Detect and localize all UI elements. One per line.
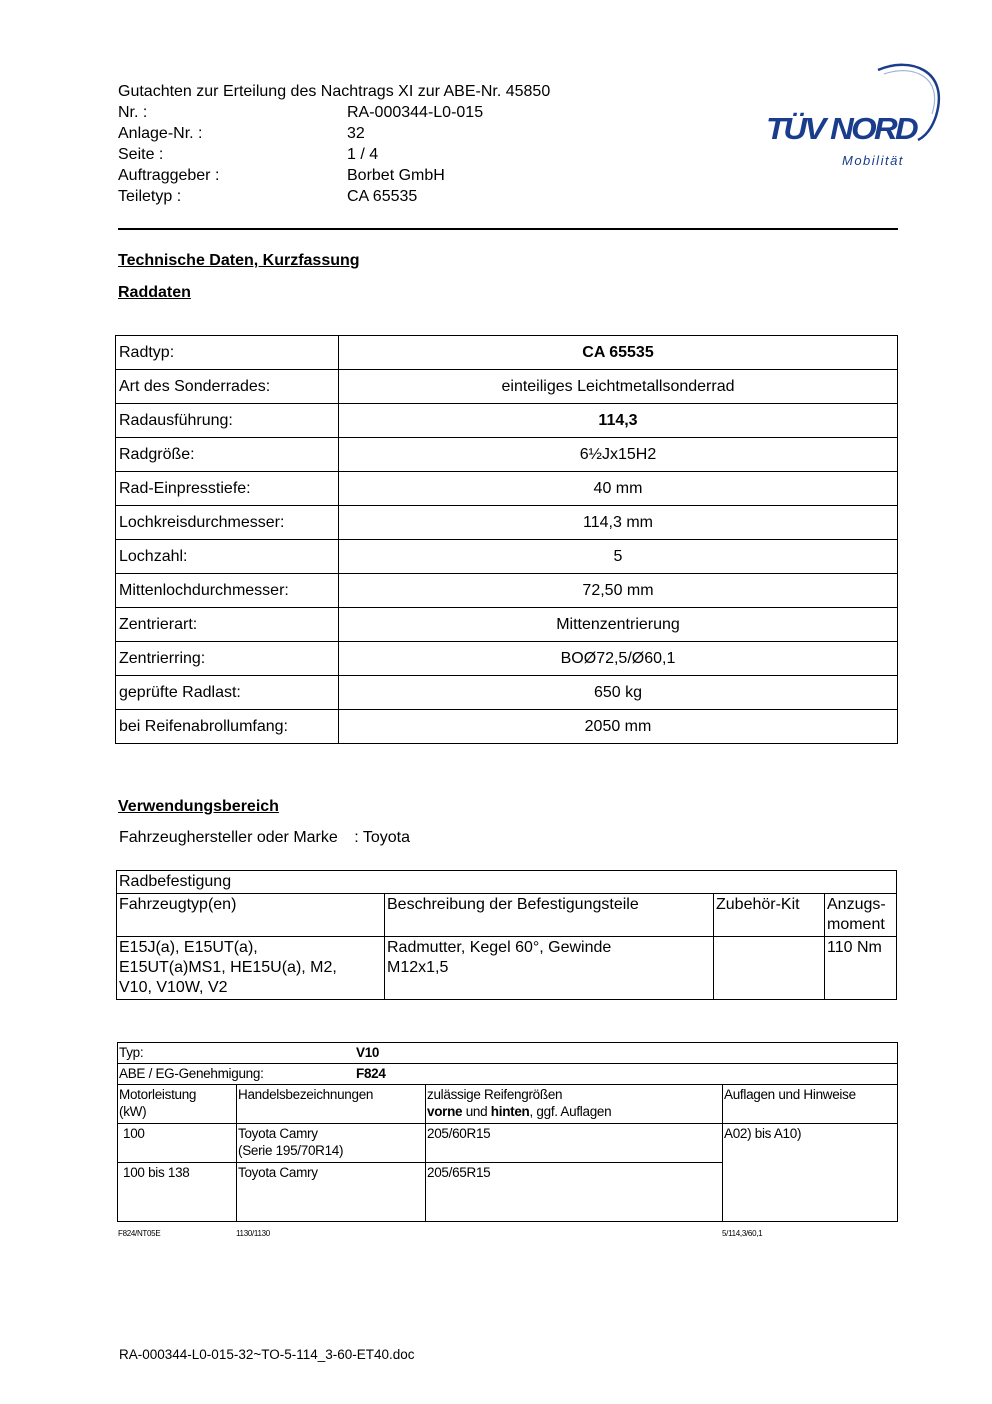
abe-value: F824	[356, 1066, 386, 1081]
hersteller-value: Toyota	[362, 829, 410, 846]
reifen-cell: 205/65R15	[426, 1163, 723, 1222]
table-row	[118, 1124, 898, 1163]
raddaten-value: CA 65535	[339, 336, 898, 370]
raddaten-label: Mittenlochdurchmesser:	[116, 574, 339, 608]
table-row	[116, 540, 898, 574]
raddaten-label: Zentrierart:	[116, 608, 339, 642]
hersteller-separator: :	[354, 829, 359, 846]
logo-wordmark: TÜV NORD	[766, 111, 919, 146]
reifen-rest: , ggf. Auflagen	[529, 1104, 612, 1119]
typ-line	[119, 1044, 896, 1062]
raddaten-label: bei Reifenabrollumfang:	[116, 710, 339, 744]
raddaten-value: 650 kg	[339, 676, 898, 710]
header-key: Seite :	[118, 146, 164, 163]
raddaten-value: 40 mm	[339, 472, 898, 506]
header-value: 32	[347, 125, 365, 142]
reifen-und: und	[462, 1104, 491, 1119]
column-header: Beschreibung der Befestigungsteile	[385, 894, 714, 937]
radbefestigung-table	[116, 870, 897, 1000]
kw-cell: 100	[118, 1124, 237, 1163]
anzugsmoment-cell: 110 Nm	[825, 937, 897, 1000]
kw-cell: 100 bis 138	[118, 1163, 237, 1222]
column-header: Fahrzeugtyp(en)	[117, 894, 385, 937]
header-key: Auftraggeber :	[118, 167, 220, 184]
raddaten-value: einteiliges Leichtmetallsonderrad	[339, 370, 898, 404]
table-row	[116, 710, 898, 744]
table-row	[117, 937, 897, 1000]
reifen-vorne: vorne	[427, 1104, 463, 1119]
table-header-row	[118, 1085, 898, 1124]
raddaten-table	[115, 335, 898, 744]
hersteller-line	[119, 829, 410, 847]
auflagen-cell: A02) bis A10)	[723, 1124, 898, 1222]
fahrzeugtypen-cell	[117, 937, 385, 1000]
cell-line: (Serie 195/70R14)	[238, 1143, 344, 1158]
header-row-teiletyp	[118, 186, 550, 207]
table-row	[117, 871, 897, 894]
table-row	[118, 1043, 898, 1064]
cell-line: Radmutter, Kegel 60°, Gewinde	[387, 939, 612, 956]
table-row	[116, 676, 898, 710]
column-header-reifen	[426, 1085, 723, 1124]
raddaten-value: 114,3 mm	[339, 506, 898, 540]
column-header: Zubehör-Kit	[714, 894, 825, 937]
raddaten-label: geprüfte Radlast:	[116, 676, 339, 710]
table-row	[116, 506, 898, 540]
raddaten-value: Mittenzentrierung	[339, 608, 898, 642]
typ-label: Typ:	[119, 1045, 144, 1060]
footnote-right: 5/114,3/60,1	[722, 1229, 763, 1238]
header-row-auftraggeber	[118, 165, 550, 186]
table-row	[116, 608, 898, 642]
logo-subtitle: Mobilität	[842, 153, 904, 168]
header-key: Anlage-Nr. :	[118, 125, 203, 142]
column-header-line: zulässige Reifengrößen	[427, 1087, 563, 1102]
abe-cell	[118, 1064, 898, 1085]
raddaten-label: Art des Sonderrades:	[116, 370, 339, 404]
cell-line: E15J(a), E15UT(a),	[119, 939, 258, 956]
typ-table	[117, 1042, 898, 1222]
reifen-cell: 205/60R15	[426, 1124, 723, 1163]
column-header-motor	[118, 1085, 237, 1124]
raddaten-value: BOØ72,5/Ø60,1	[339, 642, 898, 676]
abe-label: ABE / EG-Genehmigung:	[119, 1066, 264, 1081]
tuv-nord-logo	[760, 58, 945, 173]
document-filename: RA-000344-L0-015-32~TO-5-114_3-60-ET40.doc	[119, 1347, 415, 1362]
table-row	[118, 1064, 898, 1085]
table-row	[116, 642, 898, 676]
column-header-auflagen: Auflagen und Hinweise	[723, 1085, 898, 1124]
raddaten-label: Radausführung:	[116, 404, 339, 438]
column-header-line: Anzugs-	[827, 896, 886, 913]
column-header-line: moment	[827, 916, 885, 933]
header-value: RA-000344-L0-015	[347, 104, 484, 121]
cell-line: Toyota Camry	[238, 1126, 318, 1141]
document-title: Gutachten zur Erteilung des Nachtrags XI zur ABE-Nr. 45850	[118, 83, 551, 100]
handelsbezeichnung-cell	[237, 1124, 426, 1163]
typ-value: V10	[356, 1045, 380, 1060]
raddaten-label: Lochzahl:	[116, 540, 339, 574]
section-title-tech: Technische Daten, Kurzfassung	[118, 252, 360, 269]
table-header-row	[117, 894, 897, 937]
column-header-anzugsmoment	[825, 894, 897, 937]
header-value: CA 65535	[347, 188, 418, 205]
column-header-line: Motorleistung	[119, 1087, 197, 1102]
table-row	[116, 336, 898, 370]
table-row	[116, 370, 898, 404]
header-key: Nr. :	[118, 104, 148, 121]
table-row	[116, 472, 898, 506]
header-value: 1 / 4	[347, 146, 379, 163]
raddaten-label: Radtyp:	[116, 336, 339, 370]
raddaten-value: 5	[339, 540, 898, 574]
abe-line	[119, 1065, 896, 1083]
header-divider	[118, 228, 898, 230]
section-title-verwendung: Verwendungsbereich	[118, 798, 279, 815]
raddaten-value: 2050 mm	[339, 710, 898, 744]
typ-cell	[118, 1043, 898, 1064]
raddaten-value: 114,3	[339, 404, 898, 438]
header-row-seite	[118, 144, 550, 165]
column-header-line	[427, 1103, 721, 1120]
column-header-handel: Handelsbezeichnungen	[237, 1085, 426, 1124]
table-row	[116, 574, 898, 608]
footnote-left: F824/NT05E	[118, 1229, 161, 1238]
table-row	[116, 404, 898, 438]
radbefestigung-title: Radbefestigung	[117, 871, 897, 894]
raddaten-value: 72,50 mm	[339, 574, 898, 608]
hersteller-label: Fahrzeughersteller oder Marke	[119, 829, 338, 846]
raddaten-label: Radgröße:	[116, 438, 339, 472]
header-row-anlage	[118, 123, 550, 144]
header-row-nr	[118, 102, 550, 123]
cell-line: E15UT(a)MS1, HE15U(a), M2,	[119, 959, 337, 976]
zubehoer-kit-cell	[714, 937, 825, 1000]
raddaten-label: Lochkreisdurchmesser:	[116, 506, 339, 540]
table-row	[116, 438, 898, 472]
header-value: Borbet GmbH	[347, 167, 445, 184]
beschreibung-cell	[385, 937, 714, 1000]
header-key: Teiletyp :	[118, 188, 182, 205]
document-header	[118, 81, 550, 207]
raddaten-label: Rad-Einpresstiefe:	[116, 472, 339, 506]
cell-line: M12x1,5	[387, 959, 449, 976]
footnote-mid: 1130/1130	[236, 1229, 270, 1238]
handelsbezeichnung-cell: Toyota Camry	[237, 1163, 426, 1222]
raddaten-value: 6½Jx15H2	[339, 438, 898, 472]
reifen-hinten: hinten	[490, 1104, 530, 1119]
cell-line: V10, V10W, V2	[119, 979, 228, 996]
section-title-raddaten: Raddaten	[118, 284, 191, 301]
column-header-line: (kW)	[119, 1104, 147, 1119]
raddaten-label: Zentrierring:	[116, 642, 339, 676]
